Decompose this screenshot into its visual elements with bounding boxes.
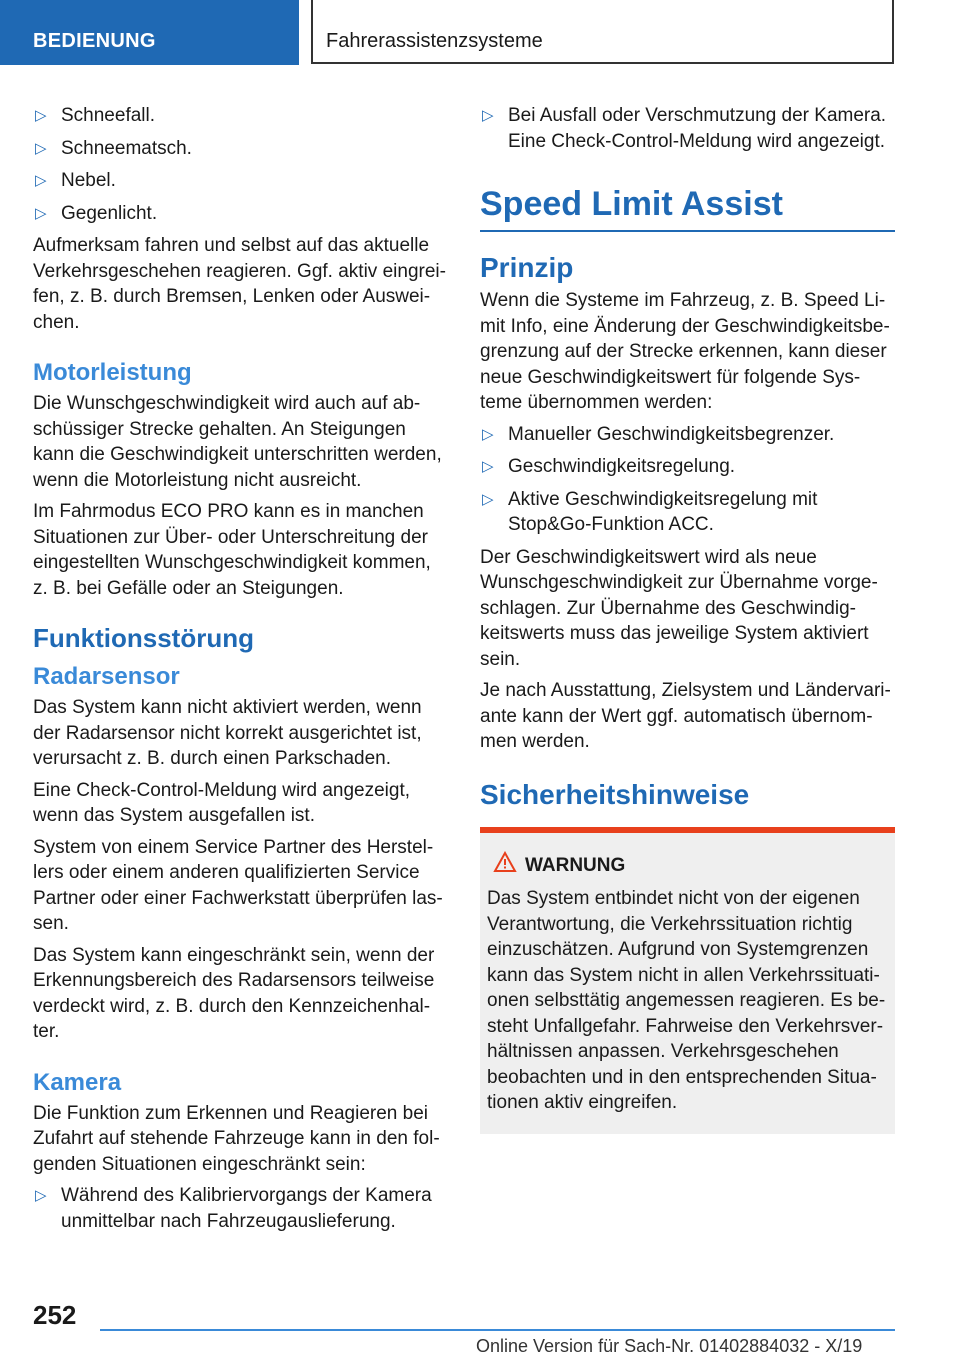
list-item: ▷ Nebel. — [33, 168, 448, 194]
paragraph: Je nach Ausstattung, Zielsystem und Ländervari-ante kann der Wert ggf. automatisch übernom-men werden. — [480, 680, 891, 752]
list-item: ▷ Schneefall. — [33, 103, 448, 129]
paragraph: Die Funktion zum Erkennen und Reagieren bei Zufahrt auf stehende Fahrzeuge kann in den fol-genden Situationen eingeschränkt sein: — [33, 1102, 440, 1175]
heading-speed-limit-assist: Speed Limit Assist — [480, 184, 895, 232]
list-item: ▷ Geschwindigkeitsregelung. — [480, 454, 895, 480]
list-item: ▷ Aktive Geschwindigkeitsregelung mit Stop&Go-Funktion ACC. — [482, 488, 818, 535]
paragraph: Wenn die Systeme im Fahrzeug, z. B. Speed Li-mit Info, eine Änderung der Geschwindigkeitsbe-grenzung auf der Strecke erkennen, kann dieser neue Geschwindigkeitswert für folgende Sys-teme übernommen werden: — [480, 290, 890, 413]
triangle-bullet-icon: ▷ — [35, 1187, 47, 1204]
triangle-bullet-icon: ▷ — [35, 172, 47, 189]
list-item: ▷ Manueller Geschwindigkeitsbegrenzer. — [480, 422, 895, 448]
triangle-bullet-icon: ▷ — [482, 458, 494, 475]
heading-funktionsstoerung: Funktionsstörung — [33, 623, 254, 653]
heading-prinzip: Prinzip — [480, 252, 574, 283]
heading-kamera: Kamera — [33, 1068, 122, 1096]
page-number: 252 — [33, 1300, 77, 1330]
list-item: ▷ Gegenlicht. — [33, 201, 448, 227]
list-item: ▷ Bei Ausfall oder Verschmutzung der Kamera. Eine Check-Control-Meldung wird angezeigt. — [482, 105, 887, 152]
paragraph: Der Geschwindigkeitswert wird als neue Wunschgeschwindigkeit zur Übernahme vorge-schlagen. Zur Übernahme des Geschwindig-keitswerts muss das jeweilige System aktiviert sein. — [480, 546, 878, 670]
systems-list — [480, 422, 895, 538]
paragraph: Das System kann nicht aktiviert werden, wenn der Radarsensor nicht korrekt ausgerichtet ist, verursacht z. B. durch einen Parkschaden. — [33, 697, 422, 769]
list-item: ▷ Schneematsch. — [33, 136, 448, 162]
chapter-tab — [311, 0, 894, 64]
triangle-bullet-icon: ▷ — [482, 490, 494, 508]
paragraph: Eine Check-Control-Meldung wird angezeigt, wenn das System ausgefallen ist. — [33, 779, 411, 826]
section-title: BEDIENUNG — [33, 30, 156, 52]
warning-box — [480, 827, 895, 1134]
heading-motorleistung: Motorleistung — [33, 359, 192, 386]
footer-version: Online Version für Sach-Nr. 01402884032 - X/19 — [476, 1336, 863, 1356]
paragraph: Im Fahrmodus ECO PRO kann es in manchen Situationen zur Über- oder Unterschreitung der eingestellten Wunschgeschwindigkeit kommen, z. B. bei Gefälle oder an Steigungen. — [33, 501, 431, 599]
footer-divider — [100, 1329, 895, 1331]
left-column — [33, 103, 448, 1241]
camera-limits-list-continued — [480, 103, 895, 154]
warning-text: Das System entbindet nicht von der eigenen Verantwortung, die Verkehrssituation richtig einzuschätzen. Aufgrund von Systemgrenzen kann das System nicht in allen Verkehrssituati-onen selbsttätig angemessen reagieren. Es be-steht Unfallgefahr. Fahrweise den Verkehrsver-hältnissen anpassen. Verkehrsgeschehen beobachten und in den entsprechenden Situa-tionen aktiv eingreifen. — [487, 888, 886, 1113]
list-item: ▷ Während des Kalibriervorgangs der Kamera unmittelbar nach Fahrzeugauslieferung. — [35, 1185, 432, 1232]
section-tab — [0, 0, 299, 65]
heading-sicherheitshinweise: Sicherheitshinweise — [480, 778, 750, 810]
chapter-title: Fahrerassistenzsysteme — [326, 30, 543, 52]
paragraph: Die Wunschgeschwindigkeit wird auch auf ab-schüssiger Strecke gehalten. An Steigungen kann die Geschwindigkeit unterschritten werden, wenn die Motorleistung nicht ausreicht. — [33, 393, 442, 491]
triangle-bullet-icon: ▷ — [35, 204, 47, 222]
warning-triangle-icon — [493, 851, 517, 873]
triangle-bullet-icon: ▷ — [35, 139, 47, 157]
paragraph: System von einem Service Partner des Herstel-lers oder einem anderen qualifizierten Service Partner oder einer Fachwerkstatt überprüfen las-sen. — [33, 836, 443, 934]
warning-title: WARNUNG — [487, 853, 888, 879]
triangle-bullet-icon: ▷ — [482, 107, 494, 124]
paragraph: Das System kann eingeschränkt sein, wenn der Erkennungsbereich des Radarsensors teilweise verdeckt wird, z. B. durch den Kennzeichenhal-ter. — [33, 944, 435, 1042]
triangle-bullet-icon: ▷ — [482, 425, 494, 443]
weather-conditions-list — [33, 103, 448, 226]
paragraph: Aufmerksam fahren und selbst auf das aktuelle Verkehrsgeschehen reagieren. Ggf. aktiv eingrei-fen, z. B. durch Bremsen, Lenken oder Auswei-chen. — [33, 235, 446, 333]
camera-limits-list — [33, 1183, 448, 1234]
triangle-bullet-icon: ▷ — [35, 107, 47, 124]
right-column — [480, 103, 895, 1134]
heading-radarsensor: Radarsensor — [33, 663, 180, 690]
